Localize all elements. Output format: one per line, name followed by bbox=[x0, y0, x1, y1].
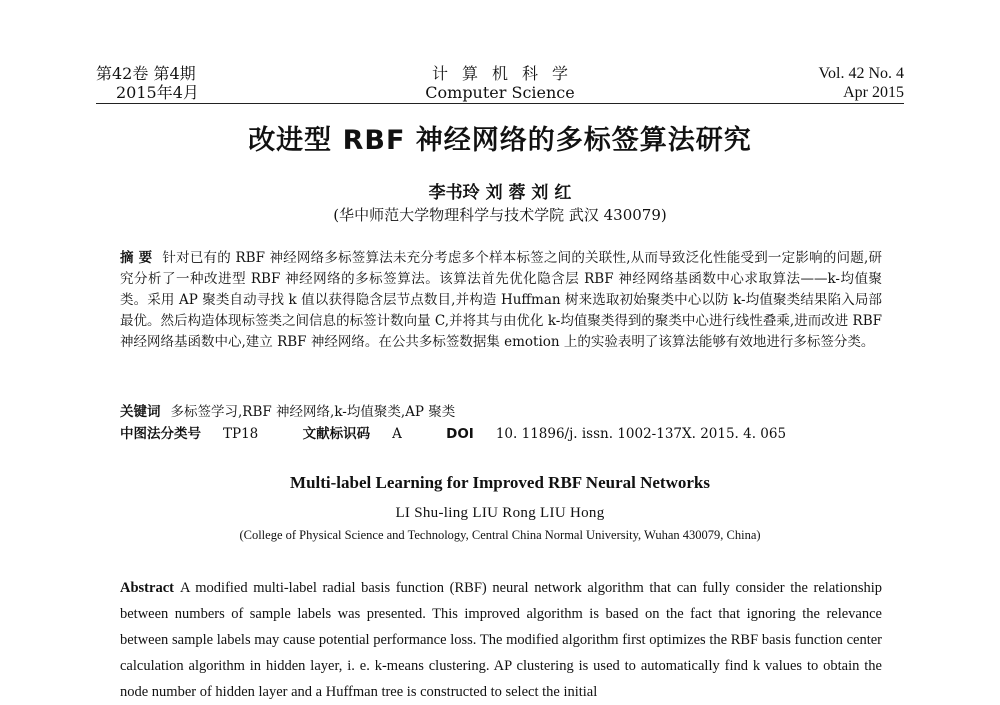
clc-value: TP18 bbox=[223, 426, 259, 442]
abstract-label-zh: 摘 要 bbox=[120, 250, 153, 266]
abstract-zh bbox=[120, 248, 882, 353]
volume-en: Vol. 42 No. 4 bbox=[818, 65, 904, 82]
date-zh: 2015年4月 bbox=[116, 83, 199, 102]
doi-label: DOI bbox=[446, 426, 474, 442]
abstract-text-zh: 针对已有的 RBF 神经网络多标签算法未充分考虑多个样本标签之间的关联性,从而导致泛化性能受到一定影响的问题,研究分析了一种改进型 RBF 神经网络的多标签算法。该算法首先优化隐含层 RBF 神经网络基函数中心求取算法——k-均值聚类。采用 AP 聚类自动寻找 k 值以获得隐含层节点数目,并构造 Huffman 树来选取初始聚类中心以防 k-均值聚类结果陷入局部最优。然后构造体现标签类之间信息的标签计数向量 C,并将其与由优化 k-均值聚类得到的聚类中心进行线性叠乘,进而改进 RBF 神经网络基函数中心,建立 RBF 神经网络。在公共多标签数据集 emotion 上的实验表明了该算法能够有效地进行多标签分类。 bbox=[120, 250, 882, 350]
doc-code-label: 文献标识码 bbox=[302, 426, 371, 442]
doc-code-value: A bbox=[392, 426, 402, 442]
affiliation-en: (College of Physical Science and Technology, Central China Normal University, Wuhan 430079, China) bbox=[239, 528, 761, 542]
volume-zh: 第42卷 第4期 bbox=[96, 64, 196, 83]
doi-value[interactable]: 10. 11896/j. issn. 1002-137X. 2015. 4. 065 bbox=[495, 426, 787, 442]
abstract-label-en: Abstract bbox=[120, 580, 174, 596]
journal-name-en: Computer Science bbox=[425, 83, 575, 102]
keywords-label: 关键词 bbox=[120, 404, 161, 420]
keywords-text: 多标签学习,RBF 神经网络,k-均值聚类,AP 聚类 bbox=[170, 404, 456, 420]
affiliation-zh: (华中师范大学物理科学与技术学院 武汉 430079) bbox=[333, 206, 667, 224]
journal-name-zh: 计算机科学 bbox=[431, 64, 582, 83]
title-zh: 改进型 RBF 神经网络的多标签算法研究 bbox=[248, 125, 752, 156]
authors-en: LI Shu-ling LIU Rong LIU Hong bbox=[395, 505, 605, 521]
header-left bbox=[96, 64, 199, 102]
date-en: Apr 2015 bbox=[843, 84, 904, 101]
title-en: Multi-label Learning for Improved RBF Neural Networks bbox=[290, 473, 710, 492]
header-right bbox=[819, 64, 905, 102]
abstract-en bbox=[120, 575, 882, 705]
abstract-text-en: A modified multi-label radial basis function (RBF) neural network algorithm that can fully consider the relationship between numbers of sample labels was presented. This improved algorithm is based on the fact that ignoring the relevance between sample labels may cause potential performance loss. The modified algorithm first optimizes the RBF basis function center calculation algorithm in hidden layer, i. e. k-means clustering. AP clustering is used to automatically find k values to obtain the node number of hidden layer and a Huffman tree is constructed to select the initial bbox=[120, 580, 882, 700]
clc-label: 中图法分类号 bbox=[120, 426, 201, 442]
authors-zh: 李书玲 刘 蓉 刘 红 bbox=[428, 183, 572, 203]
header-center bbox=[390, 64, 610, 102]
header-rule bbox=[96, 103, 904, 104]
classification-line bbox=[120, 424, 882, 445]
keywords-zh bbox=[120, 402, 882, 423]
